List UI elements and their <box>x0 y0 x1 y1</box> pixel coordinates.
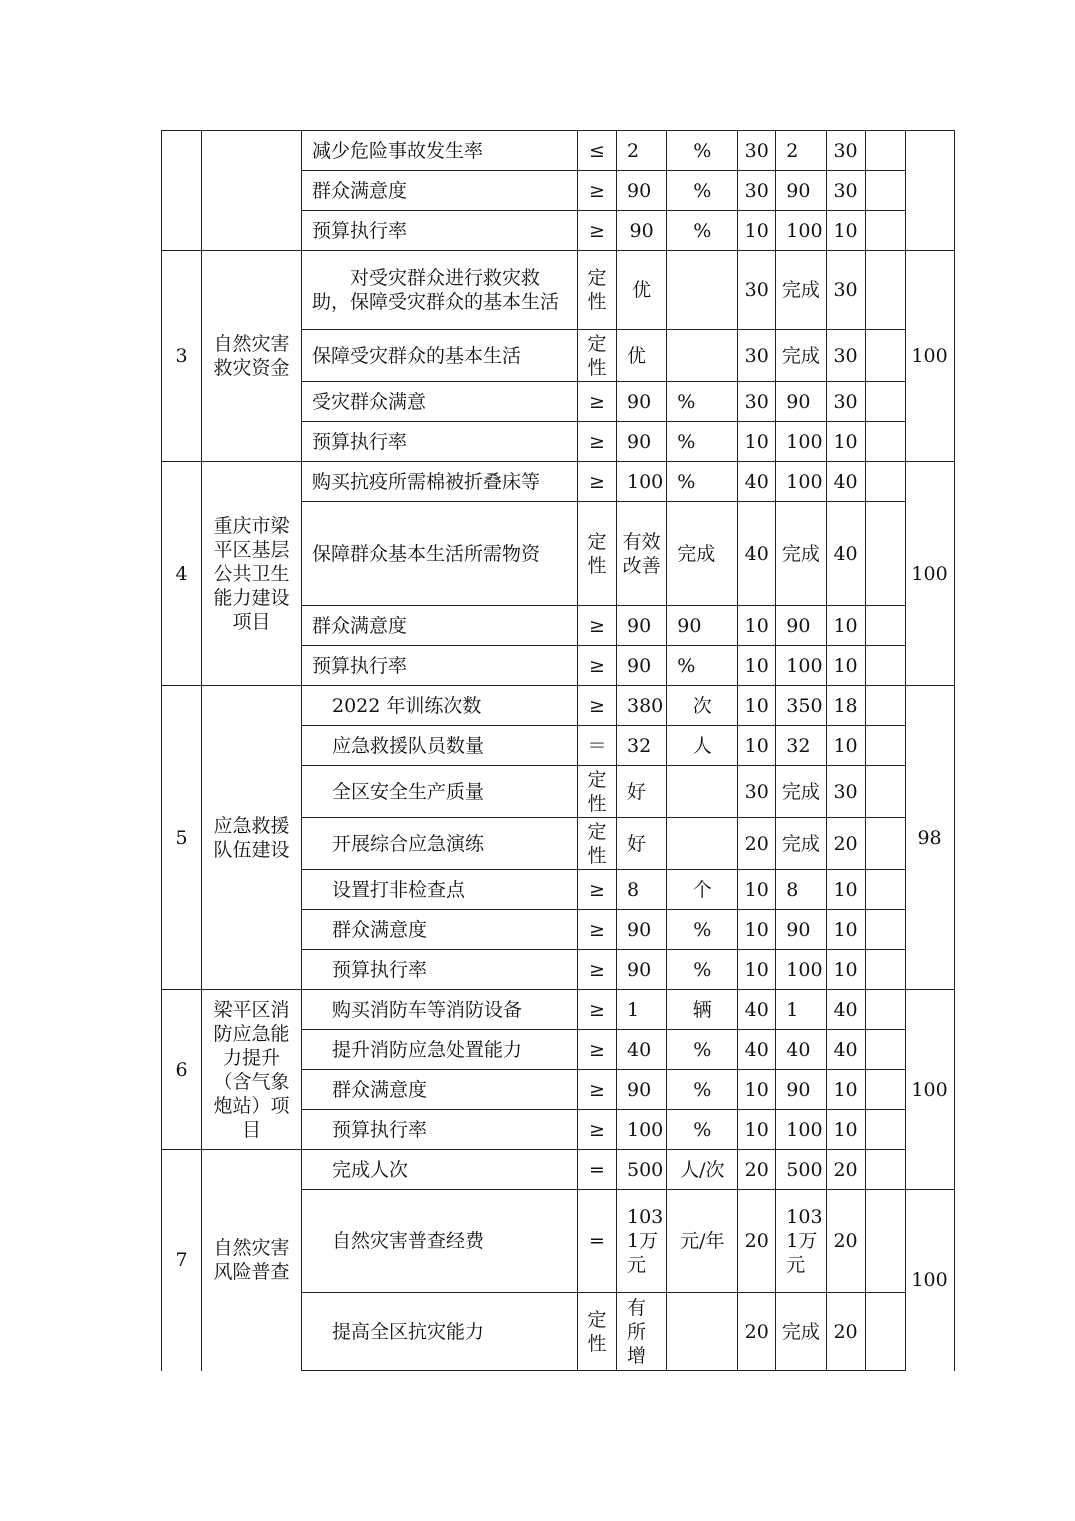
actual-cell: 90 <box>776 1070 826 1110</box>
total-score-cell: 100 <box>905 462 954 686</box>
target-cell: 有所增 <box>617 1293 667 1371</box>
operator-cell: 定性 <box>578 818 617 870</box>
actual-cell: 90 <box>776 382 826 422</box>
actual-cell: 100 <box>776 462 826 502</box>
indicator-cell: 对受灾群众进行救灾救助，保障受灾群众的基本生活 <box>302 251 578 330</box>
actual-cell: 8 <box>776 870 826 910</box>
indicator-cell: 应急救援队员数量 <box>302 726 578 766</box>
table-row <box>162 462 955 502</box>
operator-cell: ≥ <box>578 686 617 726</box>
weight-cell: 10 <box>738 211 776 251</box>
unit-cell: 人/次 <box>667 1150 738 1190</box>
target-cell: 90 <box>617 950 667 990</box>
operator-cell: 定性 <box>578 502 617 606</box>
actual-cell: 完成 <box>776 818 826 870</box>
target-cell: 90 <box>617 171 667 211</box>
total-score-cell: 100 <box>905 990 954 1190</box>
total-score-cell: 100 <box>905 251 954 462</box>
note-cell <box>865 1190 905 1293</box>
operator-cell: ≥ <box>578 422 617 462</box>
score-cell: 20 <box>826 1150 865 1190</box>
target-cell: 90 <box>617 382 667 422</box>
indicator-cell: 开展综合应急演练 <box>302 818 578 870</box>
actual-cell: 100 <box>776 950 826 990</box>
score-cell: 40 <box>826 990 865 1030</box>
weight-cell: 40 <box>738 502 776 606</box>
target-cell: 380 <box>617 686 667 726</box>
actual-cell: 32 <box>776 726 826 766</box>
weight-cell: 10 <box>738 910 776 950</box>
unit-cell <box>667 818 738 870</box>
unit-cell: % <box>667 646 738 686</box>
note-cell <box>865 171 905 211</box>
actual-cell: 90 <box>776 171 826 211</box>
actual-cell: 完成 <box>776 330 826 382</box>
target-cell: 90 <box>617 910 667 950</box>
weight-cell: 40 <box>738 990 776 1030</box>
target-cell: 2 <box>617 131 667 171</box>
project-name-cell: 自然灾害风险普查 <box>202 1150 302 1371</box>
operator-cell: 定性 <box>578 251 617 330</box>
indicator-cell: 群众满意度 <box>302 910 578 950</box>
indicator-cell: 受灾群众满意 <box>302 382 578 422</box>
unit-cell: % <box>667 211 738 251</box>
weight-cell: 20 <box>738 1190 776 1293</box>
unit-cell: % <box>667 910 738 950</box>
score-cell: 30 <box>826 251 865 330</box>
score-cell: 40 <box>826 462 865 502</box>
target-cell: 40 <box>617 1030 667 1070</box>
target-cell: 优 <box>617 251 667 330</box>
score-cell: 30 <box>826 382 865 422</box>
total-score-cell <box>905 131 954 251</box>
note-cell <box>865 870 905 910</box>
indicator-cell: 群众满意度 <box>302 606 578 646</box>
target-cell: 好 <box>617 766 667 818</box>
actual-cell: 90 <box>776 606 826 646</box>
operator-cell: ≥ <box>578 211 617 251</box>
actual-cell: 100 <box>776 646 826 686</box>
weight-cell: 40 <box>738 1030 776 1070</box>
unit-cell: % <box>667 950 738 990</box>
actual-cell: 1031万元 <box>776 1190 826 1293</box>
operator-cell: ≥ <box>578 646 617 686</box>
target-cell: 100 <box>617 1110 667 1150</box>
weight-cell: 10 <box>738 422 776 462</box>
actual-cell: 100 <box>776 422 826 462</box>
score-cell: 30 <box>826 131 865 171</box>
score-cell: 10 <box>826 422 865 462</box>
operator-cell: ≥ <box>578 1070 617 1110</box>
note-cell <box>865 1110 905 1150</box>
project-name-cell: 重庆市梁平区基层公共卫生能力建设项目 <box>202 462 302 686</box>
operator-cell: ≥ <box>578 171 617 211</box>
operator-cell: ≥ <box>578 910 617 950</box>
target-cell: 90 <box>617 422 667 462</box>
target-cell: 90 <box>617 606 667 646</box>
indicator-cell: 预算执行率 <box>302 422 578 462</box>
actual-cell: 100 <box>776 211 826 251</box>
note-cell <box>865 330 905 382</box>
weight-cell: 20 <box>738 1150 776 1190</box>
note-cell <box>865 646 905 686</box>
indicator-cell: 群众满意度 <box>302 171 578 211</box>
unit-cell: % <box>667 1070 738 1110</box>
weight-cell: 20 <box>738 818 776 870</box>
indicator-cell: 预算执行率 <box>302 646 578 686</box>
target-cell: 有效改善 <box>617 502 667 606</box>
note-cell <box>865 462 905 502</box>
weight-cell: 10 <box>738 726 776 766</box>
weight-cell: 30 <box>738 171 776 211</box>
target-cell: 好 <box>617 818 667 870</box>
indicator-cell: 预算执行率 <box>302 211 578 251</box>
indicator-cell: 购买抗疫所需棉被折叠床等 <box>302 462 578 502</box>
unit-cell <box>667 330 738 382</box>
weight-cell: 40 <box>738 462 776 502</box>
actual-cell: 完成 <box>776 1293 826 1371</box>
operator-cell: 定性 <box>578 766 617 818</box>
unit-cell: 90 <box>667 606 738 646</box>
score-cell: 10 <box>826 950 865 990</box>
note-cell <box>865 818 905 870</box>
project-number-cell: 6 <box>162 990 202 1150</box>
table-row <box>162 251 955 330</box>
note-cell <box>865 502 905 606</box>
table-row <box>162 990 955 1030</box>
actual-cell: 350 <box>776 686 826 726</box>
target-cell: 1031万元 <box>617 1190 667 1293</box>
actual-cell: 500 <box>776 1150 826 1190</box>
score-cell: 10 <box>826 646 865 686</box>
score-cell: 40 <box>826 1030 865 1070</box>
operator-cell: ≥ <box>578 382 617 422</box>
actual-cell: 90 <box>776 910 826 950</box>
unit-cell: % <box>667 382 738 422</box>
operator-cell: ≥ <box>578 462 617 502</box>
unit-cell <box>667 766 738 818</box>
actual-cell: 40 <box>776 1030 826 1070</box>
note-cell <box>865 131 905 171</box>
note-cell <box>865 990 905 1030</box>
score-cell: 10 <box>826 870 865 910</box>
actual-cell: 完成 <box>776 251 826 330</box>
weight-cell: 10 <box>738 1070 776 1110</box>
project-number-cell: 4 <box>162 462 202 686</box>
target-cell: 500 <box>617 1150 667 1190</box>
unit-cell: 个 <box>667 870 738 910</box>
table-row <box>162 686 955 726</box>
note-cell <box>865 211 905 251</box>
note-cell <box>865 1070 905 1110</box>
score-cell: 10 <box>826 1110 865 1150</box>
note-cell <box>865 910 905 950</box>
note-cell <box>865 726 905 766</box>
target-cell: 32 <box>617 726 667 766</box>
score-cell: 20 <box>826 1293 865 1371</box>
weight-cell: 30 <box>738 251 776 330</box>
indicator-cell: 保障群众基本生活所需物资 <box>302 502 578 606</box>
note-cell <box>865 382 905 422</box>
indicator-cell: 预算执行率 <box>302 1110 578 1150</box>
unit-cell: % <box>667 422 738 462</box>
project-number-cell: 3 <box>162 251 202 462</box>
note-cell <box>865 686 905 726</box>
weight-cell: 10 <box>738 950 776 990</box>
note-cell <box>865 1030 905 1070</box>
weight-cell: 30 <box>738 330 776 382</box>
score-cell: 10 <box>826 726 865 766</box>
weight-cell: 10 <box>738 646 776 686</box>
note-cell <box>865 251 905 330</box>
target-cell: 90 <box>617 646 667 686</box>
indicator-cell: 群众满意度 <box>302 1070 578 1110</box>
weight-cell: 10 <box>738 606 776 646</box>
operator-cell: ≥ <box>578 1110 617 1150</box>
score-cell: 30 <box>826 330 865 382</box>
score-cell: 30 <box>826 766 865 818</box>
project-number-cell <box>162 131 202 251</box>
indicator-cell: 保障受灾群众的基本生活 <box>302 330 578 382</box>
indicator-cell: 全区安全生产质量 <box>302 766 578 818</box>
indicator-cell: 设置打非检查点 <box>302 870 578 910</box>
operator-cell: = <box>578 1190 617 1293</box>
score-cell: 18 <box>826 686 865 726</box>
score-cell: 10 <box>826 910 865 950</box>
unit-cell: % <box>667 1030 738 1070</box>
operator-cell: 定性 <box>578 1293 617 1371</box>
actual-cell: 完成 <box>776 766 826 818</box>
weight-cell: 10 <box>738 686 776 726</box>
performance-table <box>161 130 955 1371</box>
table-row <box>162 1150 955 1190</box>
score-cell: 20 <box>826 1190 865 1293</box>
project-name-cell <box>202 131 302 251</box>
project-name-cell: 梁平区消防应急能力提升（含气象炮站）项目 <box>202 990 302 1150</box>
operator-cell: ≥ <box>578 950 617 990</box>
unit-cell: % <box>667 1110 738 1150</box>
target-cell: 100 <box>617 462 667 502</box>
note-cell <box>865 606 905 646</box>
target-cell: 1 <box>617 990 667 1030</box>
project-name-cell: 应急救援队伍建设 <box>202 686 302 990</box>
indicator-cell: 购买消防车等消防设备 <box>302 990 578 1030</box>
unit-cell: 辆 <box>667 990 738 1030</box>
operator-cell: ≥ <box>578 606 617 646</box>
note-cell <box>865 1150 905 1190</box>
unit-cell <box>667 1293 738 1371</box>
operator-cell: ≥ <box>578 870 617 910</box>
note-cell <box>865 422 905 462</box>
total-score-cell: 100 <box>905 1190 954 1371</box>
unit-cell: 次 <box>667 686 738 726</box>
operator-cell: ≥ <box>578 990 617 1030</box>
score-cell: 40 <box>826 502 865 606</box>
note-cell <box>865 1293 905 1371</box>
unit-cell: 完成 <box>667 502 738 606</box>
indicator-cell: 预算执行率 <box>302 950 578 990</box>
note-cell <box>865 950 905 990</box>
operator-cell: ≤ <box>578 131 617 171</box>
actual-cell: 2 <box>776 131 826 171</box>
operator-cell: ≥ <box>578 1030 617 1070</box>
project-number-cell: 5 <box>162 686 202 990</box>
target-cell: 优 <box>617 330 667 382</box>
score-cell: 30 <box>826 171 865 211</box>
unit-cell <box>667 251 738 330</box>
weight-cell: 20 <box>738 1293 776 1371</box>
unit-cell: 人 <box>667 726 738 766</box>
weight-cell: 10 <box>738 870 776 910</box>
target-cell: 90 <box>617 1070 667 1110</box>
indicator-cell: 减少危险事故发生率 <box>302 131 578 171</box>
unit-cell: 元/年 <box>667 1190 738 1293</box>
weight-cell: 10 <box>738 1110 776 1150</box>
indicator-cell: 提升消防应急处置能力 <box>302 1030 578 1070</box>
score-cell: 10 <box>826 1070 865 1110</box>
unit-cell: % <box>667 171 738 211</box>
table-row <box>162 131 955 171</box>
actual-cell: 完成 <box>776 502 826 606</box>
actual-cell: 100 <box>776 1110 826 1150</box>
note-cell <box>865 766 905 818</box>
score-cell: 10 <box>826 211 865 251</box>
operator-cell: 定性 <box>578 330 617 382</box>
weight-cell: 30 <box>738 131 776 171</box>
total-score-cell: 98 <box>905 686 954 990</box>
score-cell: 10 <box>826 606 865 646</box>
project-name-cell: 自然灾害救灾资金 <box>202 251 302 462</box>
unit-cell: % <box>667 131 738 171</box>
indicator-cell: 提高全区抗灾能力 <box>302 1293 578 1371</box>
target-cell: 8 <box>617 870 667 910</box>
indicator-cell: 完成人次 <box>302 1150 578 1190</box>
actual-cell: 1 <box>776 990 826 1030</box>
indicator-cell: 自然灾害普查经费 <box>302 1190 578 1293</box>
weight-cell: 30 <box>738 766 776 818</box>
indicator-cell: 2022 年训练次数 <box>302 686 578 726</box>
project-number-cell: 7 <box>162 1150 202 1371</box>
score-cell: 20 <box>826 818 865 870</box>
operator-cell: ＝ <box>578 726 617 766</box>
target-cell: 90 <box>617 211 667 251</box>
unit-cell: % <box>667 462 738 502</box>
weight-cell: 30 <box>738 382 776 422</box>
operator-cell: = <box>578 1150 617 1190</box>
